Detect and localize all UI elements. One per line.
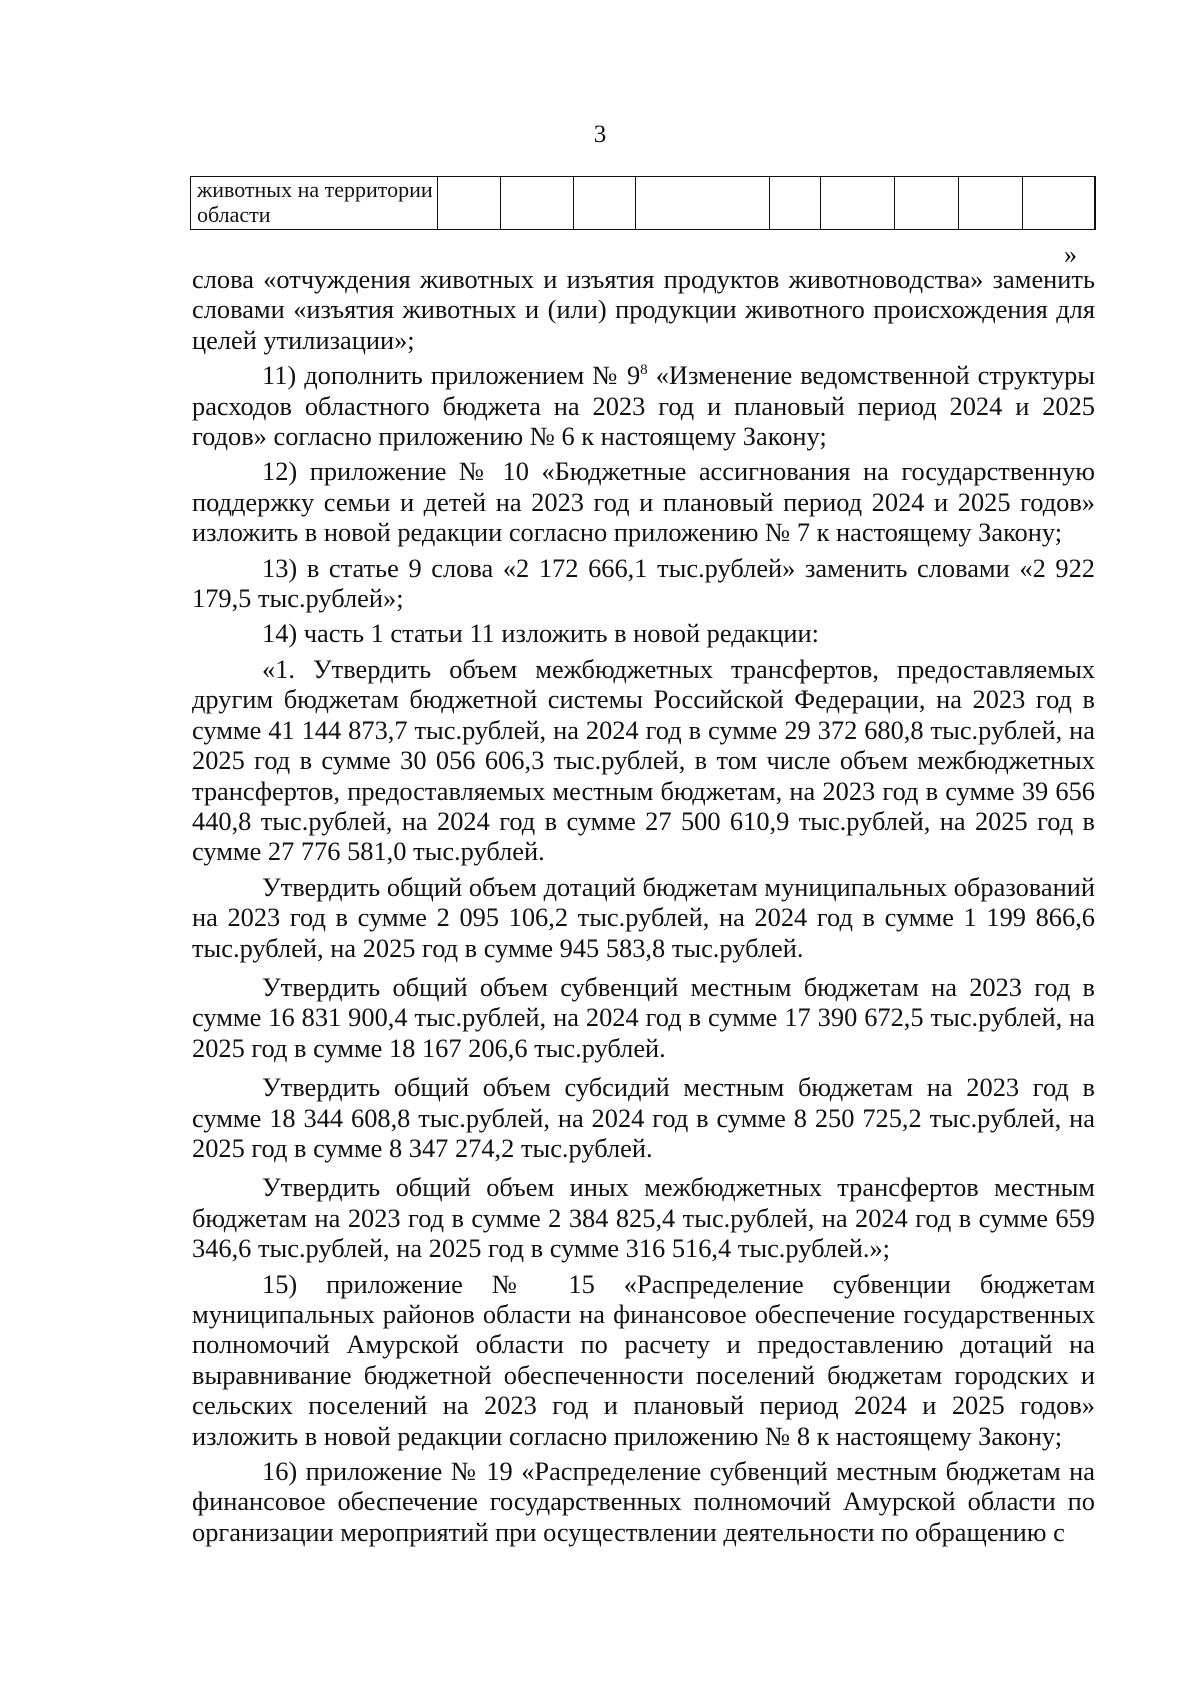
paragraph-item-14: 14) часть 1 статьи 11 изложить в новой редакции: xyxy=(262,618,819,649)
table-cell-empty xyxy=(895,177,959,230)
body-text xyxy=(192,264,1095,1547)
paragraph-item-12: 12) приложение № 10 «Бюджетные ассигнования на государственную поддержку семьи и детей на 2023 год и плановый период 2024 и 2025 годов» изложить в новой редакции согласно приложению № 7 к настоящему Закону; xyxy=(192,456,1095,548)
table-cell-empty xyxy=(438,177,501,230)
table-cell-empty xyxy=(1023,177,1095,230)
table-cell-empty xyxy=(636,177,770,230)
paragraph-subsidy-local: Утвердить общий объем субсидий местным бюджетам на 2023 год в сумме 18 344 608,8 тыс.рублей, на 2024 год в сумме 8 250 725,2 тыс.рублей, на 2025 год в сумме 8 347 274,2 тыс.рублей. xyxy=(192,1072,1095,1163)
continued-table xyxy=(190,176,1096,230)
paragraph-quoted-1: «1. Утвердить объем межбюджетных трансфертов, предоставляемых другим бюджетам бюджетной системы Российской Федерации, на 2023 год в сумме 41 144 873,7 тыс.рублей, на 2024 год в сумме 29 372 680,8 тыс.рублей, на 2025 год в сумме 30 056 606,3 тыс.рублей, в том числе объем межбюджетных трансфертов, предоставляемых местным бюджетам, на 2023 год в сумме 39 656 440,8 тыс.рублей, на 2024 год в сумме 27 500 610,9 тыс.рублей, на 2025 год в сумме 27 776 581,0 тыс.рублей. xyxy=(192,653,1095,867)
paragraph-item-15: 15) приложение № 15 «Распределение субвенции бюджетам муниципальных районов области на финансовое обеспечение государственных полномочий Амурской области по расчету и предоставлению дотаций на выравнивание бюджетной обеспеченности поселений бюджетам городских и сельских поселений на 2023 год и плановый период 2024 и 2025 годов» изложить в новой редакции согласно приложению № 8 к настоящему Закону; xyxy=(192,1268,1095,1451)
paragraph-item-11 xyxy=(192,360,1095,451)
paragraph-text: «Изменение ведомственной структуры расходов областного бюджета на 2023 год и плановый период 2024 и 2025 годов» согласно приложению № 6 к настоящему Закону; xyxy=(192,360,1095,452)
page-number: 3 xyxy=(593,121,607,148)
table-cell-empty xyxy=(821,177,895,230)
table-row xyxy=(191,177,1096,230)
superscript: 8 xyxy=(640,362,648,379)
paragraph-item-13: 13) в статье 9 слова «2 172 666,1 тыс.рублей» заменить словами «2 922 179,5 тыс.рублей»; xyxy=(192,552,1095,614)
table-cell-empty xyxy=(574,177,636,230)
table-cell-empty xyxy=(959,177,1023,230)
table-cell-empty xyxy=(770,177,821,230)
paragraph: слова «отчуждения животных и изъятия продуктов животноводства» заменить словами «изъятия животных и (или) продукции животного происхождения для целей утилизации»; xyxy=(192,264,1095,355)
paragraph-item-16: 16) приложение № 19 «Распределение субвенций местным бюджетам на финансовое обеспечение государственных полномочий Амурской области по организации мероприятий при осуществлении деятельности по обращению с xyxy=(192,1456,1095,1547)
paragraph-subventions: Утвердить общий объем субвенций местным бюджетам на 2023 год в сумме 16 831 900,4 тыс.рублей, на 2024 год в сумме 17 390 672,5 тыс.рублей, на 2025 год в сумме 18 167 206,6 тыс.рублей. xyxy=(192,971,1095,1063)
paragraph-subsidies: Утвердить общий объем дотаций бюджетам муниципальных образований на 2023 год в сумме 2 095 106,2 тыс.рублей, на 2024 год в сумме 1 199 866,6 тыс.рублей, на 2025 год в сумме 945 583,8 тыс.рублей. xyxy=(192,871,1095,963)
paragraph-text: 11) дополнить приложением № 9 xyxy=(262,360,641,391)
table-cell-label: животных на территории области xyxy=(191,177,438,230)
table-cell-empty xyxy=(501,177,574,230)
closing-quote: » xyxy=(1064,240,1077,269)
paragraph-other-transfers: Утвердить общий объем иных межбюджетных трансфертов местным бюджетам на 2023 год в сумме 2 384 825,4 тыс.рублей, на 2024 год в сумме 659 346,6 тыс.рублей, на 2025 год в сумме 316 516,4 тыс.рублей.»; xyxy=(192,1172,1095,1264)
table-cell-empty xyxy=(1095,177,1096,230)
